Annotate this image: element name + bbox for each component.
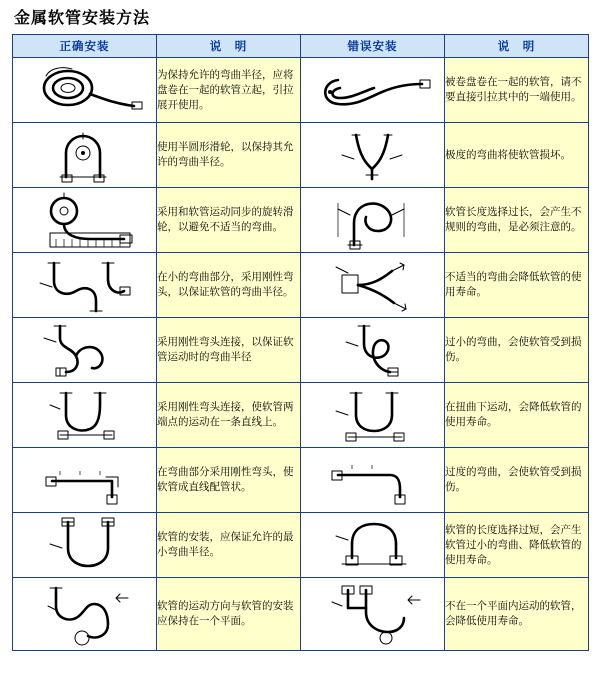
correct-illustration-cell <box>13 383 157 448</box>
correct-desc-cell: 在小的弯曲部分，采用刚性弯头，以保证软管的弯曲半径。 <box>157 253 301 318</box>
wrong-illustration-cell <box>301 448 445 513</box>
table-row <box>13 58 589 123</box>
rigid-bend-small-radius-icon <box>13 253 156 317</box>
correct-illustration-cell <box>13 188 157 253</box>
table-row <box>13 448 589 513</box>
correct-illustration-cell <box>13 58 157 123</box>
wrong-desc-cell: 过小的弯曲，会使软管受到损伤。 <box>445 318 589 383</box>
wrong-desc-cell: 软管的长度选择过短，会产生软管过小的弯曲、降低软管的使用寿命。 <box>445 513 589 578</box>
straight-pipe-with-elbow-icon <box>13 453 156 507</box>
rotating-pulley-sync-icon <box>13 189 156 251</box>
header-wrong-install: 错误安装 <box>301 35 445 58</box>
coiled-hose-standing-icon <box>13 62 156 118</box>
wrong-desc-cell: 在扭曲下运动，会降低软管的使用寿命。 <box>445 383 589 448</box>
correct-illustration-cell <box>13 318 157 383</box>
correct-desc-cell: 采用和软管运动同步的旋转滑轮，以避免不适当的弯曲。 <box>157 188 301 253</box>
table-row <box>13 383 589 448</box>
correct-desc-cell: 使用半圆形滑轮，以保持其允许的弯曲半径。 <box>157 123 301 188</box>
wrong-desc-cell: 不适当的弯曲会降低软管的使用寿命。 <box>445 253 589 318</box>
wrong-desc-cell: 被卷盘卷在一起的软管，请不要直接引拉其中的一端使用。 <box>445 58 589 123</box>
wrong-illustration-cell <box>301 58 445 123</box>
rigid-elbow-straight-line-icon <box>13 385 156 445</box>
coiled-hose-pulled-icon <box>301 62 444 118</box>
same-plane-motion-icon <box>13 578 156 650</box>
too-long-length-bridge-icon <box>301 514 444 576</box>
too-small-bend-icon <box>301 318 444 382</box>
wrong-desc-cell: 不在一个平面内运动的软管，会降低使用寿命。 <box>445 578 589 651</box>
twisting-motion-u-icon <box>301 385 444 445</box>
correct-illustration-cell <box>13 513 157 578</box>
correct-desc-cell: 为保持允许的弯曲半径，应将盘卷在一起的软管立起，引拉展开使用。 <box>157 58 301 123</box>
rigid-elbow-connection-icon <box>13 318 156 382</box>
wrong-illustration-cell <box>301 123 445 188</box>
header-correct-desc: 说 明 <box>157 35 301 58</box>
wrong-desc-cell: 软管长度选择过长，会产生不规则的弯曲，是必须注意的。 <box>445 188 589 253</box>
out-of-plane-motion-icon <box>301 578 444 650</box>
correct-desc-cell: 在弯曲部分采用刚性弯头，使软管成直线配管状。 <box>157 448 301 513</box>
correct-illustration-cell <box>13 448 157 513</box>
table-row <box>13 318 589 383</box>
wrong-illustration-cell <box>301 578 445 651</box>
wrong-illustration-cell <box>301 188 445 253</box>
table-row <box>13 123 589 188</box>
table-row <box>13 513 589 578</box>
wrong-desc-cell: 极度的弯曲将使软管损坏。 <box>445 123 589 188</box>
over-bending-l-shape-icon <box>301 453 444 507</box>
correct-illustration-cell <box>13 253 157 318</box>
correct-desc-cell: 软管的安装，应保证允许的最小弯曲半径。 <box>157 513 301 578</box>
sharp-bend-loop-icon <box>301 125 444 185</box>
page-title: 金属软管安装方法 <box>14 8 151 27</box>
minimum-bend-radius-u-icon <box>13 514 156 576</box>
wrong-desc-cell: 过度的弯曲，会使软管受到损伤。 <box>445 448 589 513</box>
excess-length-loop-icon <box>301 189 444 251</box>
table-row <box>13 578 589 651</box>
correct-illustration-cell <box>13 123 157 188</box>
table-row <box>13 188 589 253</box>
wrong-illustration-cell <box>301 318 445 383</box>
improper-bend-arrows-icon <box>301 253 444 317</box>
installation-methods-table <box>12 34 589 651</box>
correct-desc-cell: 采用刚性弯头连接，以保证软管运动时的弯曲半径 <box>157 318 301 383</box>
correct-desc-cell: 软管的运动方向与软管的安装应保持在一个平面。 <box>157 578 301 651</box>
header-correct-install: 正确安装 <box>13 35 157 58</box>
table-header-row <box>13 35 589 58</box>
header-wrong-desc: 说 明 <box>445 35 589 58</box>
wrong-illustration-cell <box>301 513 445 578</box>
table-row <box>13 253 589 318</box>
semicircular-pulley-loop-icon <box>13 125 156 185</box>
wrong-illustration-cell <box>301 253 445 318</box>
correct-illustration-cell <box>13 578 157 651</box>
wrong-illustration-cell <box>301 383 445 448</box>
correct-desc-cell: 采用刚性弯头连接，使软管两端点的运动在一条直线上。 <box>157 383 301 448</box>
